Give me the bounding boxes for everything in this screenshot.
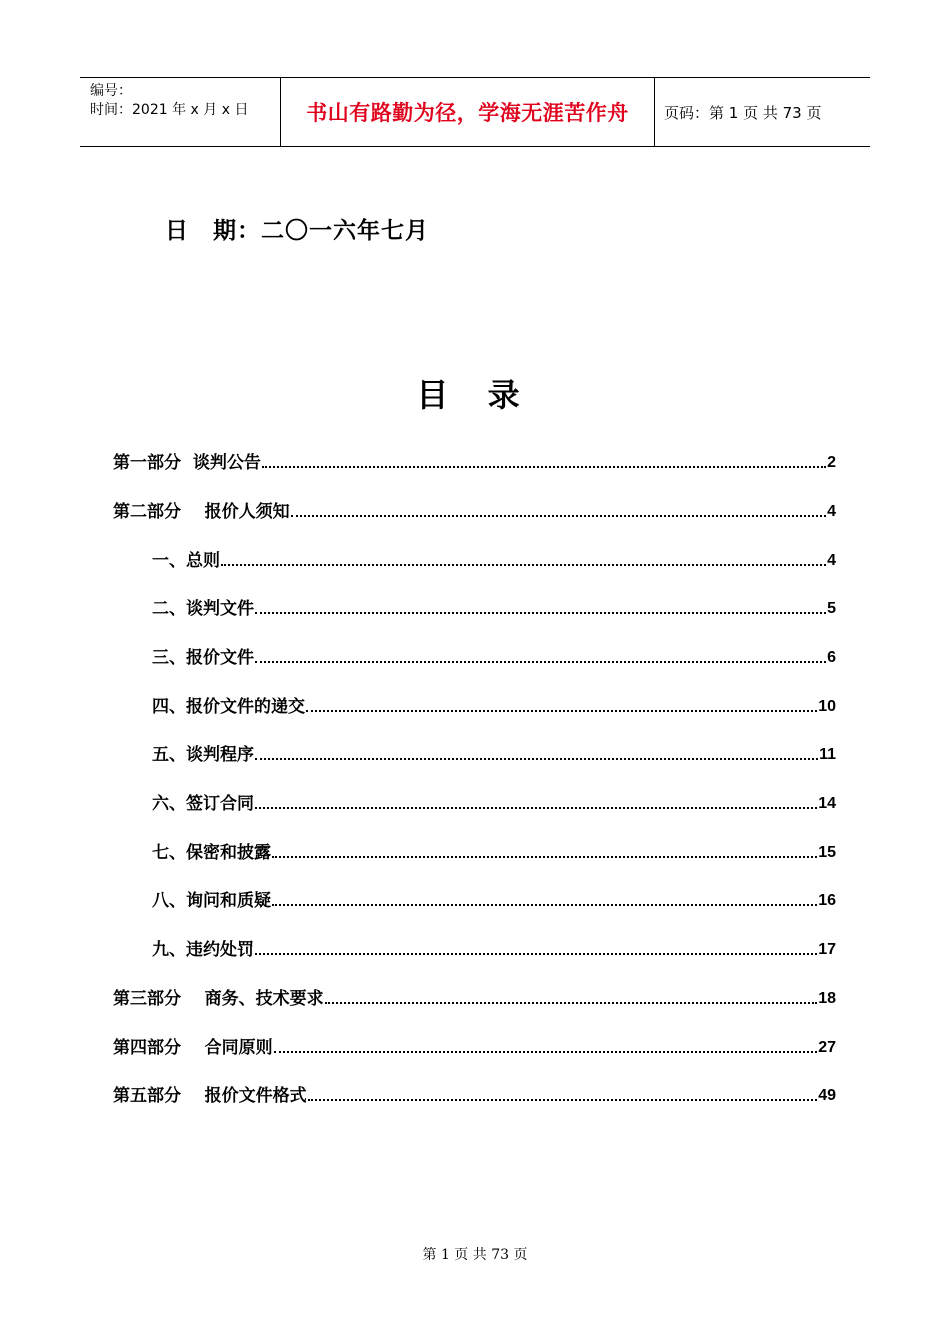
toc-leader-dots bbox=[262, 465, 826, 468]
toc-entry-label: 一、总则 bbox=[152, 551, 220, 571]
document-date: 日 期：二〇一六年七月 bbox=[165, 218, 429, 244]
toc-entry-page: 17 bbox=[818, 941, 836, 958]
toc-entry[interactable] bbox=[113, 1028, 836, 1058]
toc-entry[interactable] bbox=[152, 638, 836, 668]
toc-entry-label: 三、报价文件 bbox=[152, 648, 254, 668]
toc-entry[interactable] bbox=[152, 589, 836, 619]
toc-entry-page: 18 bbox=[818, 990, 836, 1007]
document-time-label: 时间：2021 年 x 月 x 日 bbox=[90, 102, 249, 118]
toc-entry-page: 4 bbox=[827, 503, 836, 520]
toc-entry-page: 4 bbox=[827, 552, 836, 569]
toc-entry[interactable] bbox=[113, 1076, 836, 1106]
toc-entry-label: 八、询问和质疑 bbox=[152, 891, 271, 911]
toc-entry[interactable] bbox=[113, 492, 836, 522]
toc-entry-page: 49 bbox=[818, 1087, 836, 1104]
toc-entry[interactable] bbox=[152, 687, 836, 717]
toc-leader-dots bbox=[221, 563, 826, 566]
document-number-label: 编号： bbox=[90, 83, 132, 99]
toc-leader-dots bbox=[255, 660, 826, 663]
toc-leader-dots bbox=[255, 952, 817, 955]
toc-entry-page: 6 bbox=[827, 649, 836, 666]
toc-entry[interactable] bbox=[152, 833, 836, 863]
toc-entry-label: 二、谈判文件 bbox=[152, 599, 254, 619]
toc-entry[interactable] bbox=[152, 541, 836, 571]
toc-leader-dots bbox=[306, 709, 817, 712]
toc-leader-dots bbox=[308, 1098, 818, 1101]
toc-entry-page: 10 bbox=[818, 698, 836, 715]
header-meta bbox=[90, 82, 280, 120]
toc-entry[interactable] bbox=[152, 735, 836, 765]
toc-entry-label: 第四部分 合同原则 bbox=[113, 1038, 273, 1058]
toc-leader-dots bbox=[255, 806, 817, 809]
toc-leader-dots bbox=[255, 757, 818, 760]
toc-entry[interactable] bbox=[152, 881, 836, 911]
toc-entry-page: 27 bbox=[818, 1039, 836, 1056]
header-motto: 书山有路勤为径，学海无涯苦作舟 bbox=[306, 101, 629, 125]
toc-leader-dots bbox=[291, 514, 826, 517]
toc-entry[interactable] bbox=[152, 930, 836, 960]
header-page-indicator: 页码：第 1 页 共 73 页 bbox=[664, 103, 822, 122]
toc-entry[interactable] bbox=[113, 979, 836, 1009]
toc-entry[interactable] bbox=[113, 443, 836, 473]
toc-entry-page: 11 bbox=[819, 746, 836, 763]
toc-entry-page: 14 bbox=[818, 795, 836, 812]
toc-entry-label: 第一部分 谈判公告 bbox=[113, 453, 261, 473]
toc-entry-label: 五、谈判程序 bbox=[152, 745, 254, 765]
toc-entry-label: 第三部分 商务、技术要求 bbox=[113, 989, 324, 1009]
toc-entry[interactable] bbox=[152, 784, 836, 814]
toc-leader-dots bbox=[255, 611, 826, 614]
toc-entry-page: 2 bbox=[827, 454, 836, 471]
toc-entry-page: 5 bbox=[827, 600, 836, 617]
toc-leader-dots bbox=[325, 1001, 818, 1004]
toc-entry-label: 六、签订合同 bbox=[152, 794, 254, 814]
toc-entry-label: 第五部分 报价文件格式 bbox=[113, 1086, 307, 1106]
toc-entry-label: 七、保密和披露 bbox=[152, 843, 271, 863]
toc-entry-label: 第二部分 报价人须知 bbox=[113, 502, 290, 522]
toc-leader-dots bbox=[274, 1050, 818, 1053]
toc-entry-label: 四、报价文件的递交 bbox=[152, 697, 305, 717]
toc-title: 目 录 bbox=[416, 376, 534, 414]
toc-entry-page: 16 bbox=[818, 892, 836, 909]
header-divider bbox=[654, 78, 655, 146]
page-header bbox=[80, 77, 870, 147]
toc-entry-label: 九、违约处罚 bbox=[152, 940, 254, 960]
toc-entry-page: 15 bbox=[818, 844, 836, 861]
toc-leader-dots bbox=[272, 855, 817, 858]
page-footer: 第 1 页 共 73 页 bbox=[422, 1247, 528, 1263]
toc-leader-dots bbox=[272, 903, 817, 906]
